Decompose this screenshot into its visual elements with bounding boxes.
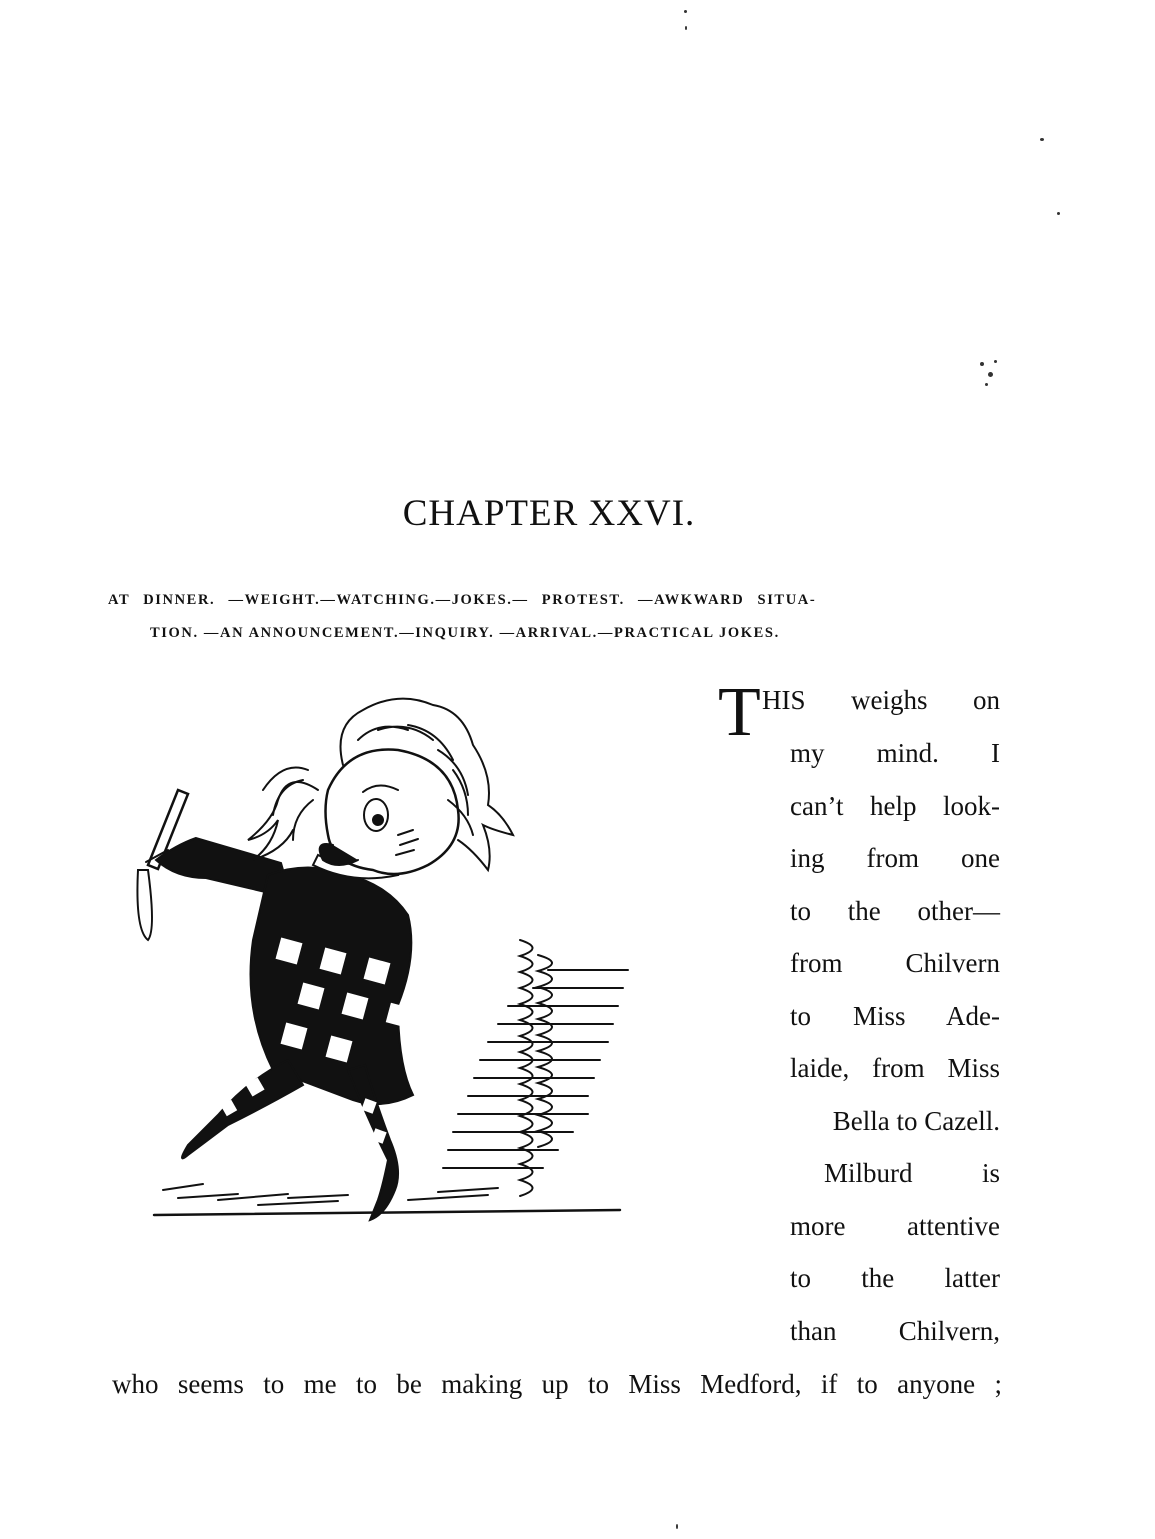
body-text-line: to the latter [790,1263,1000,1293]
body-text-line: more attentive [790,1211,1000,1241]
drop-cap: T [718,674,761,751]
print-speck [988,372,993,377]
print-speck [1057,212,1060,215]
print-speck [994,360,997,363]
body-text-line: than Chilvern, [790,1316,1000,1346]
body-text-line: to Miss Ade- [790,1001,1000,1031]
body-text-line: Bella to Cazell. [832,1106,1000,1136]
body-text-line: who seems to me to be making up to Miss Medford, if to anyone ; [112,1369,1002,1399]
body-text-line: ing from one [790,843,1000,873]
chapter-title: CHAPTER XXVI. [402,493,696,534]
body-text-line: to the other— [790,896,1000,926]
body-text-line: my mind. I [790,738,1000,768]
body-text-line: laide, from Miss [790,1053,1000,1083]
chapter-synopsis-line: AT DINNER. —WEIGHT.—WATCHING.—JOKES.— PROTEST. —AWKWARD SITUA- [108,592,817,608]
print-speck [985,383,988,386]
print-speck [684,10,687,13]
body-text-line: HIS weighs on [762,685,1000,715]
print-speck [1040,138,1044,141]
print-speck [980,362,984,366]
dancing-jester-illustration-icon [108,670,648,1250]
print-speck [685,26,687,30]
body-text-line: from Chilvern [790,948,1000,978]
print-speck [676,1524,678,1529]
body-text-line: can’t help look- [790,791,1000,821]
body-text-line: Milburd is [824,1158,1000,1188]
chapter-synopsis-line: TION. —AN ANNOUNCEMENT.—INQUIRY. —ARRIVAL.—PRACTICAL JOKES. [150,625,780,641]
